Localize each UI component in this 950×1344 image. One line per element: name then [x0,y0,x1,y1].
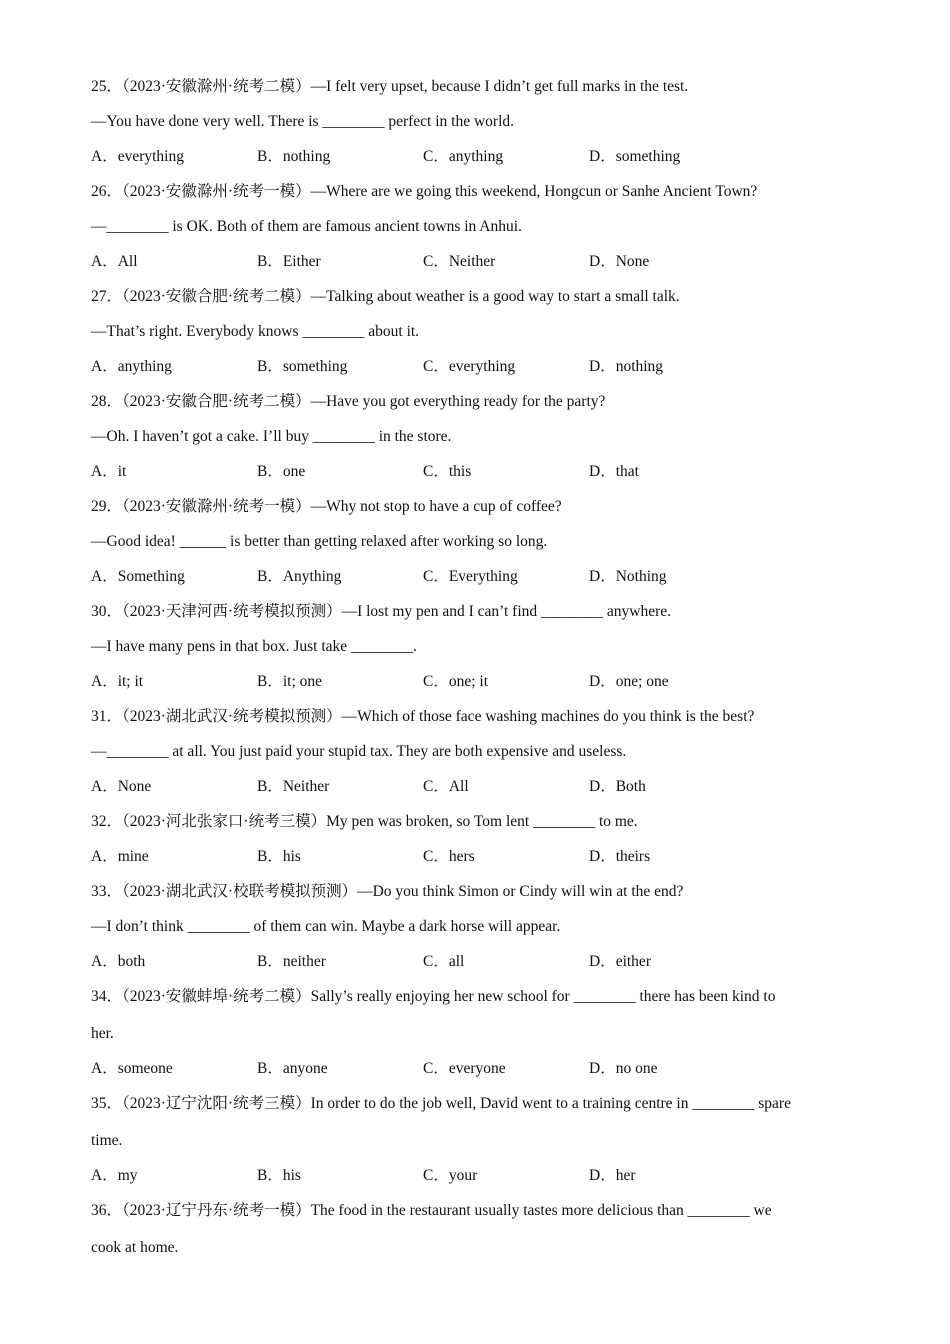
options-row [91,1164,871,1199]
option-b: B．Neither [257,778,330,795]
options-row [91,1057,871,1092]
question-line: —Oh. I haven’t got a cake. I’ll buy ________ in the store. [91,428,452,445]
option-a: A．both [91,953,146,970]
question-block [91,705,871,810]
option-c: C．everything [423,358,516,375]
question-block [91,180,871,285]
option-b: B．neither [257,953,326,970]
question-line: time. [91,1132,123,1149]
question-line: —Good idea! ______ is better than getting relaxed after working so long. [91,533,548,550]
question-line: cook at home. [91,1239,179,1256]
option-c: C．Everything [423,568,518,585]
question-stem: 27．（2023·安徽合肥·统考二模）—Talking about weather is a good way to start a small talk. [91,288,680,305]
question-block [91,390,871,495]
option-b: B．his [257,848,301,865]
options-row [91,145,871,180]
option-a: A．All [91,253,138,270]
option-c: C．all [423,953,465,970]
option-b: B．Anything [257,568,342,585]
option-d: D．Both [589,778,646,795]
exam-page [91,75,871,1271]
options-row [91,670,871,705]
question-stem: 35．（2023·辽宁沈阳·统考三模）In order to do the job well, David went to a training centre in ________ spare [91,1095,791,1112]
question-stem: 33．（2023·湖北武汉·校联考模拟预测）—Do you think Simon or Cindy will win at the end? [91,883,684,900]
option-b: B．one [257,463,306,480]
options-row [91,775,871,810]
option-b: B．something [257,358,348,375]
options-row [91,845,871,880]
option-d: D．one; one [589,673,669,690]
question-line: —That’s right. Everybody knows ________ about it. [91,323,420,340]
question-line: —I don’t think ________ of them can win. Maybe a dark horse will appear. [91,918,561,935]
option-b: B．it; one [257,673,323,690]
question-stem: 29．（2023·安徽滁州·统考一模）—Why not stop to have a cup of coffee? [91,498,562,515]
question-block [91,75,871,180]
option-c: C．Neither [423,253,496,270]
question-stem: 30．（2023·天津河西·统考模拟预测）—I lost my pen and I can’t find ________ anywhere. [91,603,672,620]
options-row [91,950,871,985]
option-a: A．mine [91,848,149,865]
options-row [91,355,871,390]
option-b: B．his [257,1167,301,1184]
option-c: C．one; it [423,673,489,690]
question-stem: 32．（2023·河北张家口·统考三模）My pen was broken, so Tom lent ________ to me. [91,813,638,830]
option-a: A．it; it [91,673,144,690]
option-a: A．my [91,1167,138,1184]
question-line: —I have many pens in that box. Just take ________. [91,638,417,655]
question-block [91,1199,871,1271]
question-stem: 28．（2023·安徽合肥·统考二模）—Have you got everything ready for the party? [91,393,606,410]
question-block [91,1092,871,1199]
option-d: D．Nothing [589,568,667,585]
option-c: C．All [423,778,469,795]
option-d: D．something [589,148,681,165]
question-stem: 36．（2023·辽宁丹东·统考一模）The food in the restaurant usually tastes more delicious than ________ we [91,1202,772,1219]
question-line: —You have done very well. There is ________ perfect in the world. [91,113,515,130]
option-b: B．anyone [257,1060,328,1077]
question-line: her. [91,1025,114,1042]
option-d: D．None [589,253,650,270]
option-d: D．no one [589,1060,658,1077]
question-line: —________ is OK. Both of them are famous ancient towns in Anhui. [91,218,522,235]
option-d: D．theirs [589,848,651,865]
question-line: —________ at all. You just paid your stupid tax. They are both expensive and useless. [91,743,627,760]
option-a: A．it [91,463,127,480]
option-a: A．someone [91,1060,173,1077]
option-d: D．her [589,1167,636,1184]
question-stem: 34．（2023·安徽蚌埠·统考二模）Sally’s really enjoying her new school for ________ there has been kind to [91,988,776,1005]
option-c: C．anything [423,148,504,165]
question-stem: 26．（2023·安徽滁州·统考一模）—Where are we going this weekend, Hongcun or Sanhe Ancient Town? [91,183,758,200]
option-d: D．either [589,953,651,970]
options-row [91,460,871,495]
option-c: C．this [423,463,472,480]
option-a: A．everything [91,148,184,165]
question-block [91,495,871,600]
option-c: C．everyone [423,1060,506,1077]
question-block [91,600,871,705]
option-d: D．that [589,463,639,480]
question-block [91,285,871,390]
option-a: A．Something [91,568,185,585]
question-stem: 25．（2023·安徽滁州·统考二模）—I felt very upset, because I didn’t get full marks in the test. [91,78,689,95]
option-a: A．None [91,778,152,795]
question-block [91,985,871,1092]
option-b: B．nothing [257,148,331,165]
question-stem: 31．（2023·湖北武汉·统考模拟预测）—Which of those face washing machines do you think is the best? [91,708,755,725]
option-d: D．nothing [589,358,664,375]
option-b: B．Either [257,253,321,270]
options-row [91,565,871,600]
option-c: C．hers [423,848,475,865]
question-block [91,810,871,880]
question-block [91,880,871,985]
option-a: A．anything [91,358,172,375]
option-c: C．your [423,1167,478,1184]
options-row [91,250,871,285]
